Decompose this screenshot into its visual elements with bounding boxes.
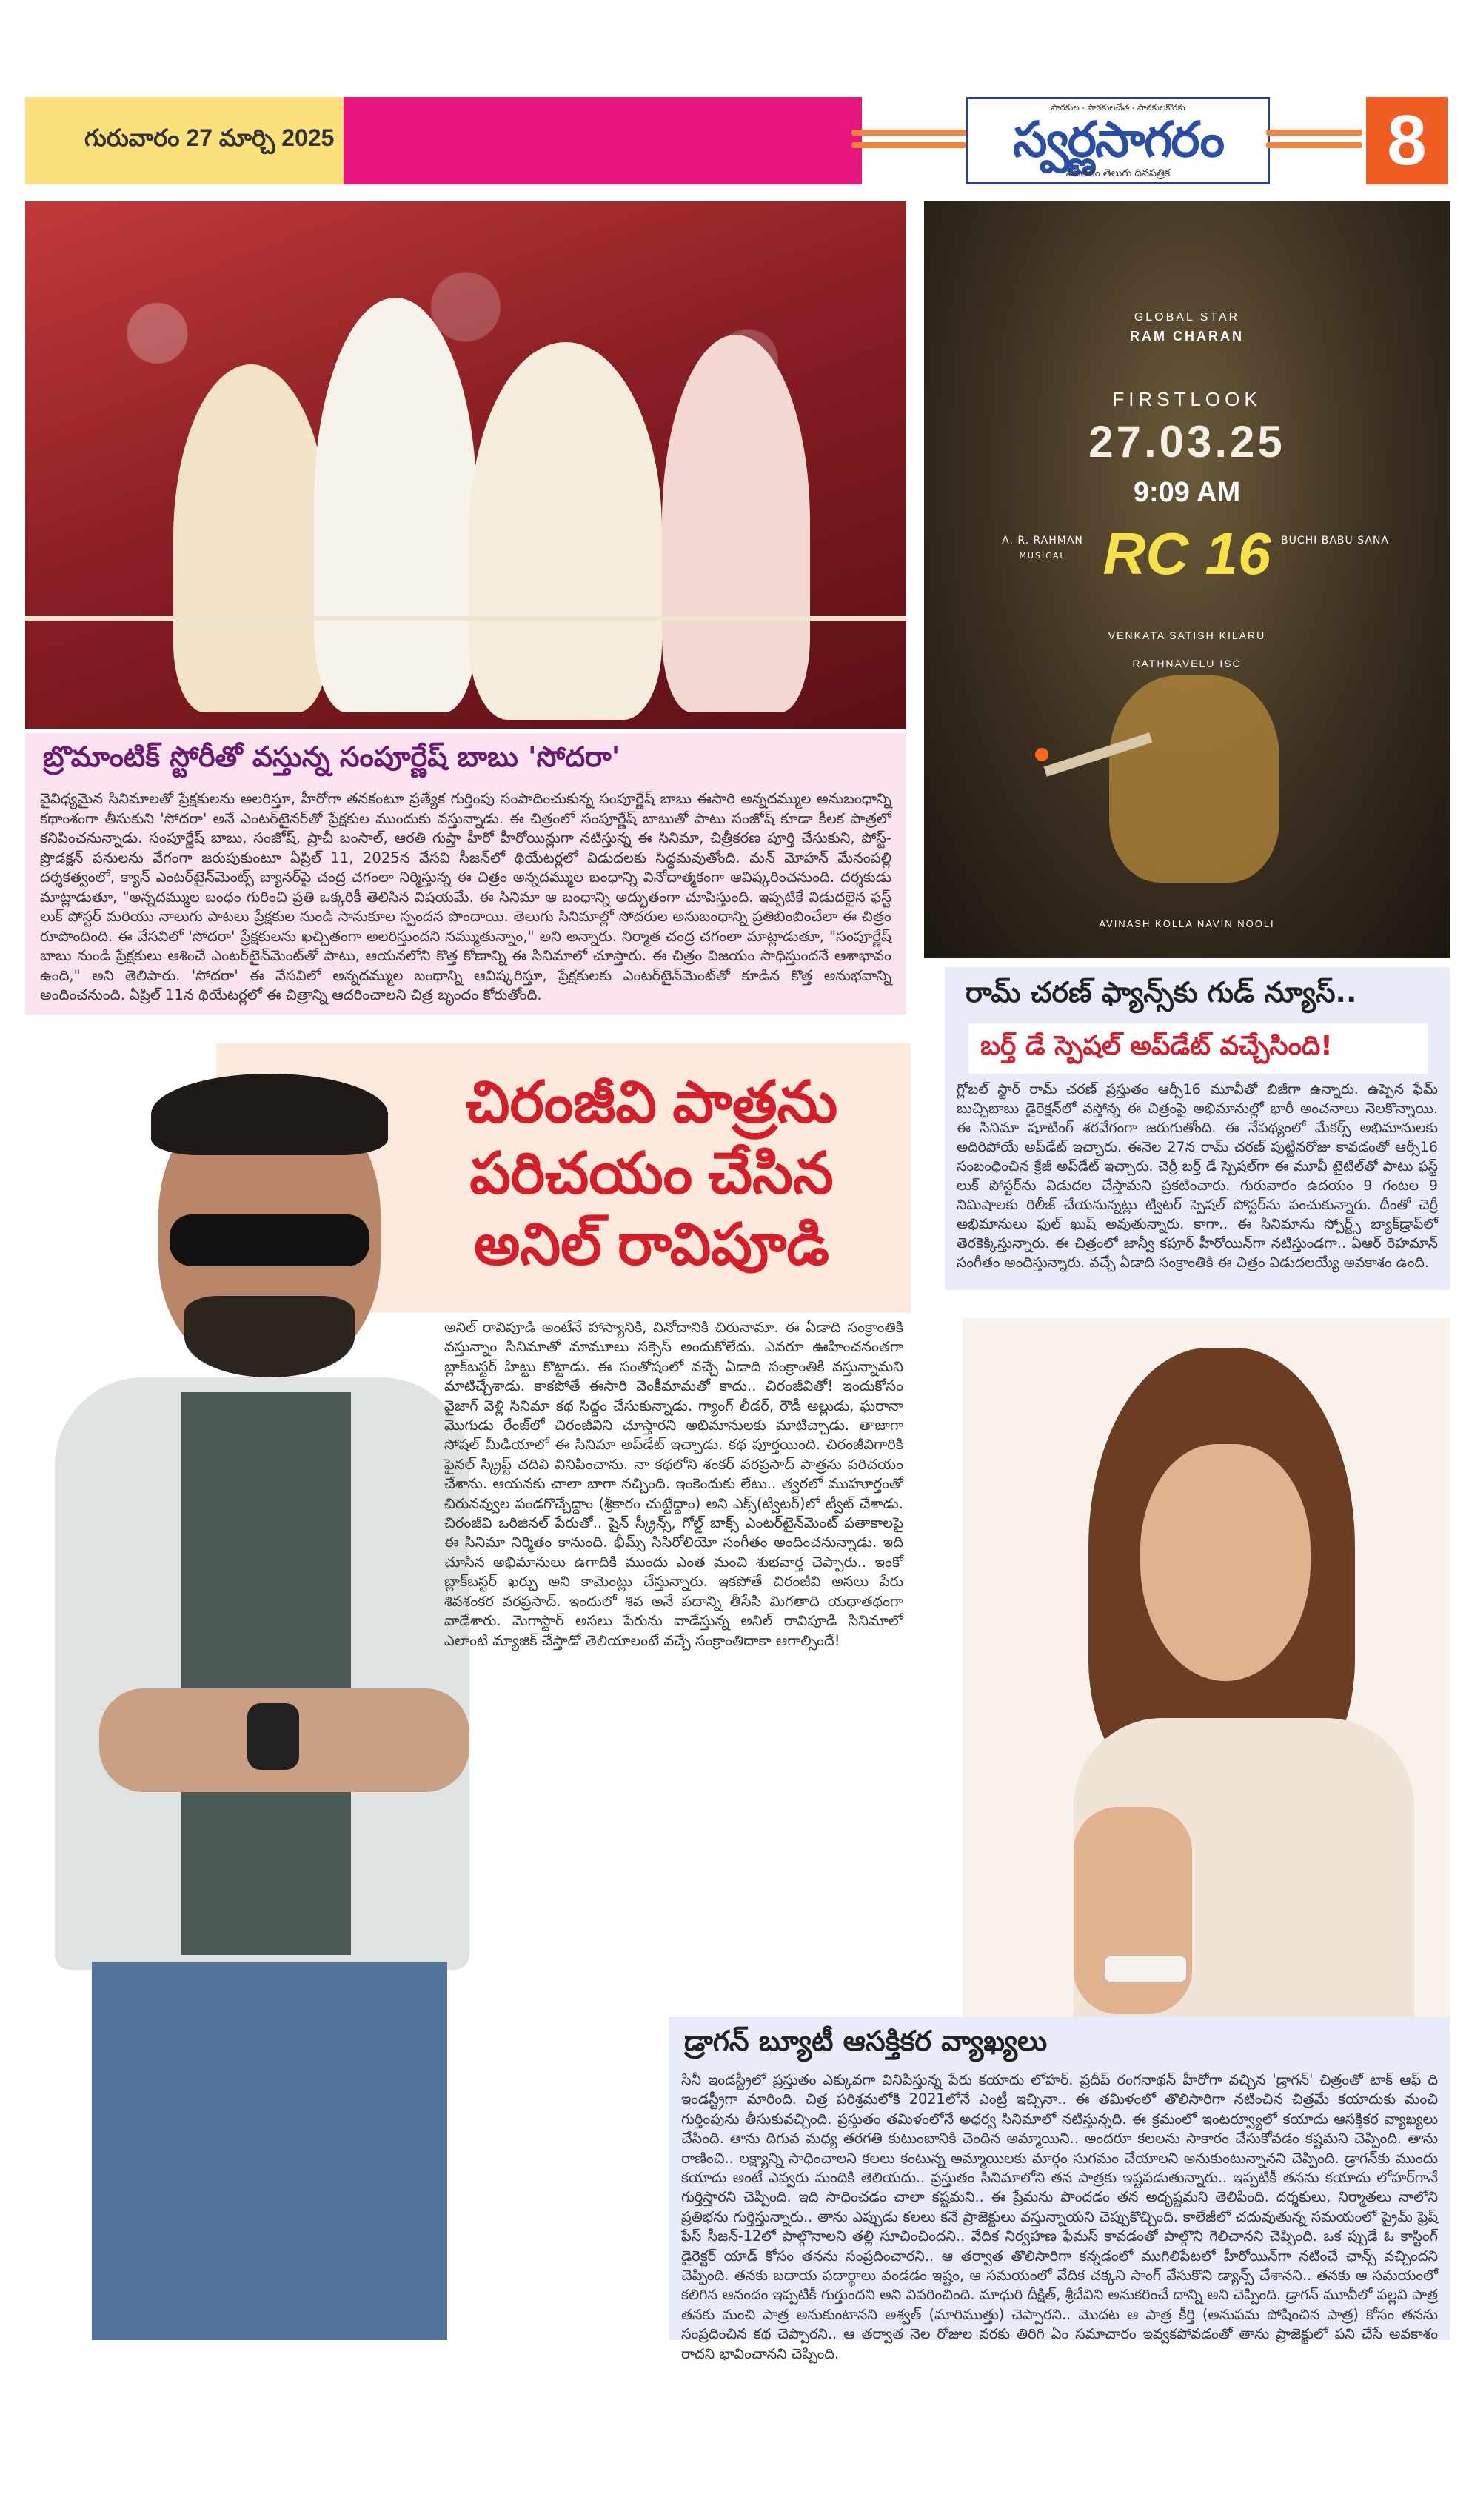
dragon-headline: డ్రాగన్ బ్యూటీ ఆసక్తికర వ్యాఖ్యలు <box>669 2017 1450 2066</box>
sodara-body: వైవిధ్యమైన సినిమాలతో ప్రేక్షకులను అలరిస్తూ, హీరోగా తనకంటూ ప్రత్యేక గుర్తింపు సంపాదించుకున్న సంపూర్ణేష్ బాబు ఈసారి అన్నదమ్ముల అనుబంధాన్ని కథాంశంగా తీసుకుని 'సోదరా' అనే ఎంటర్‌టైనర్‌తో ప్రేక్షకుల ముందుకు వస్తున్నాడు. ఈ చిత్రంలో సంపూర్ణేష్ బాబుతో పాటు సంజోష్ కూడా కీలక పాత్రలో కనిపించనున్నాడు. సంపూర్ణేష్ బాబు, సంజోష్, ప్రాచీ బంసాల్, ఆరతి గుప్తా హీరో హీరోయిన్లుగా నటిస్తున్న ఈ సినిమా, చిత్రీకరణ పూర్తి చేసుకుని, పోస్ట్-ప్రొడక్షన్ పనులను వేగంగా జరుపుకుంటూ ఏప్రిల్ 11, 2025న వేసవి సీజన్‌లో థియేటర్లలో విడుదలకు సిద్ధమవుతోంది. మన్ మోహన్ మేనంపల్లి దర్శకత్వంలో, క్యాన్ ఎంటర్‌టైన్‌మెంట్స్ బ్యానర్‌పై చంద్ర చగంలా నిర్మిస్తున్న ఈ చిత్రం అన్నదమ్ముల బంధాన్ని వినోదాత్మకంగా ఆవిష్కరించనుంది. దర్శకుడు మాట్లాడుతూ, "అన్నదమ్ముల బంధం గురించి ప్రతి ఒక్కరికీ తెలిసిన విషయమే. ఈ సినిమా ఆ బంధాన్ని అద్భుతంగా చూపిస్తుంది. ఇప్పటికే విడుదలైన ఫస్ట్ లుక్ పోస్టర్ మరియు నాలుగు పాటలు ప్రేక్షకుల నుండి సానుకూల స్పందన పొందాయి. తెలుగు సినిమాల్లో సోదరుల అనుబంధాన్ని ప్రతిబింబించేలా ఈ చిత్రం రూపొందింది. ఈ వేసవిలో 'సోదరా' ప్రేక్షకులను ఖచ్చితంగా అలరిస్తుందని నమ్ముతున్నాం," అని అన్నారు. నిర్మాత చంద్ర చగంలా మాట్లాడుతూ, "సంపూర్ణేష్ బాబు నుండి ప్రేక్షకులు ఆశించే ఎంటర్‌టైన్‌మెంట్‌తో పాటు, ఆయనలోని కొత్త కోణాన్ని ఈ సినిమాలో చూస్తారు. ఈ చిత్రం విజయం సాధిస్తుందనే ఆశాభావం ఉంది," అని తెలిపారు. 'సోదరా' ఈ వేసవిలో అన్నదమ్ముల బంధాన్ని ఆవిష్కరిస్తూ, ప్రేక్షకులకు ఎంటర్‌టైన్‌మెంట్‌తో కూడిన కొత్త అనుభవాన్ని అందించనుంది. ఏప్రిల్ 11న థియేటర్లలో ఈ చిత్రాన్ని ఆదరించాలని చిత్ర బృందం కోరుతోంది. <box>25 783 906 1015</box>
chiranjeevi-body: అనిల్ రావిపూడి అంటేనే హాస్యానికి, వినోదానికి చిరునామా. ఈ ఏడాది సంక్రాంతికి వస్తున్నాం సినిమాతో మామూలు సక్సెస్ అందుకోలేదు. ఎవరూ ఊహించనంతగా బ్లాక్‌బస్టర్ హిట్టు కొట్టాడు. ఈ సంతోషంలో వచ్చే ఏడాది సంక్రాంతికి వస్తున్నామని మాటిచ్చేశాడు. కాకపోతే ఈసారి వెంకీమామతో కాదు.. చిరంజీవితో! ఇందుకోసం వైజాగ్ వెళ్లి సినిమా కథ సిద్ధం చేసుకున్నాడు. గ్యాంగ్ లీడర్, రౌడీ అల్లుడు, ఘరానా మొగుడు రేంజ్‌లో చిరంజీవిని చూస్తారని అభిమానులకు మాటిచ్చాడు. తాజాగా సోషల్ మీడియాలో ఈ సినిమా అప్‌డేట్ ఇచ్చాడు. కథ పూర్తయింది. చిరంజీవిగారికి ఫైనల్ స్క్రిప్ట్ చదివి వినిపించాను. నా కథలోని శంకర్ వరప్రసాద్ పాత్రను పరిచయం చేశాను. ఆయనకు చాలా బాగా నచ్చింది. ఇంకెందుకు లేటు.. త్వరలో ముహూర్తంతో చిరునవ్వుల పండగొచ్చేద్దాం (శ్రీకారం చుట్టేద్దాం) అని ఎక్స్(ట్విటర్)లో ట్వీట్ చేశాడు. చిరంజీవి ఒరిజినల్ పేరుతో.. షైన్ స్క్రీన్స్, గోల్డ్ బాక్స్ ఎంటర్‌టైన్‌మెంట్ పతాకాలపై ఈ సినిమా నిర్మితం కానుంది. భీమ్స్ సిసిరోలియో సంగీతం అందించనున్నాడు. ఇది చూసిన అభిమానులు ఉగాదికి ముందు ఎంత మంచి శుభవార్త చెప్పారు.. ఇంకో బ్లాక్‌బస్టర్ ఖర్చు అని కామెంట్లు చేస్తున్నారు. ఇకపోతే చిరంజీవి అసలు పేరు శివశంకర వరప్రసాద్. ఇందులో శివ అనే పదాన్ని తీసేసి మిగతాది యథాతథంగా వాడేశారు. మెగాస్టార్ అసలు పేరును వాడేస్తున్న అనిల్ రావిపూడి సినిమాలో ఎలాంటి మ్యాజిక్ చేస్తాడో తెలియాలంటే వచ్చే సంక్రాంతిదాకా ఆగాల్సిందే! <box>444 1319 903 1649</box>
poster-producer-credit: VENKATA SATISH KILARU <box>1108 629 1266 641</box>
masthead-divider-right <box>1266 130 1362 149</box>
kayadu-lohar-photo <box>963 1318 1450 2022</box>
dragon-body: సినీ ఇండస్ట్రీలో ప్రస్తుతం ఎక్కువగా వినిపిస్తున్న పేరు కయాదు లోహర్. ప్రదీప్ రంగనాథన్ హీరోగా వచ్చిన 'డ్రాగన్' చిత్రంతో టాక్ ఆఫ్ ది ఇండస్ట్రీగా మారింది. చిత్ర పరిశ్రమలోకి 2021లోనే ఎంట్రీ ఇచ్చినా.. ఈ తమిళంలో తొలిసారిగా నటించిన చిత్రమే కయాదుకు మంచి గుర్తింపును తీసుకువచ్చింది. ప్రస్తుతం తమిళంలోనే అధర్వ సినిమాలో నటిస్తున్నది. ఈ క్రమంలో ఇంటర్వ్యూలో కయాదు ఆసక్తికర వ్యాఖ్యలు చేసింది. తాను దిగువ మధ్య తరగతి కుటుంబానికి చెందిన అమ్మాయిని.. అందరూ కలలను సాకారం చేసుకోవడం కష్టమని చెప్పింది. తాను రాణించి.. లక్ష్యాన్ని సాధించాలని కలలు కంటున్న అమ్మాయిలకు మార్గం సుగమం చేయాలని అనుకుంటున్నానని చెప్పింది. డ్రాగన్‌కు ముందు కయాదు అంటే ఎవ్వరు మందికి తెలియదు.. ప్రస్తుతం సినిమాలోని తన పాత్రకు ఇష్టపడుతున్నారు.. ఇప్పటికీ తనను కయాదు లోహర్‌గానే గుర్తిస్తారని చెప్పింది. ఇది సాధించడం చాలా కష్టమని.. ఈ ప్రేమను పొందడం తన అదృష్టమని తెలిపింది. దర్శకులు, నిర్మాతలు నాలోని ప్రతిభను గుర్తిస్తున్నారు.. తాను ఎప్పుడు కలలు కనే ప్రాజెక్టులు వస్తున్నాయని చెప్పుకొచ్చింది. కాలేజీలో చదువుతున్న సమయంలో ప్రైమ్ ఫ్రెష్ ఫేస్ సీజన్-12లో పాల్గొనాలని తల్లి సూచించిందని.. వేదిక నిర్వహణ ఫేమస్ కావడంతో పాల్గొని గెలిచానని చెప్పింది. ఒక ప్పుడే ఓ కాస్టింగ్ డైరెక్టర్ యాడ్ కోసం తనను సంప్రదించారని.. ఆ తర్వాత తొలిసారిగా కన్నడంలో ముగిలిపేటలో హీరోయిన్‌గా నటించే ఛాన్స్ వచ్చిందని చెప్పింది. తనకు బదాయ పదార్థాలు వండడం ఇష్టం, ఆ సమయంలో వేదిక చక్కని సాంగ్ వేసుకొని డ్యాన్స్ చేశానని.. తనకు ఆ సమయంలో కలిగిన ఆనందం ఇప్పటికీ గుర్తుందని అని వివరించింది. మాధురి దీక్షిత్, శ్రీదేవిని అనుకరించే దాన్ని అని చెప్పింది. డ్రాగన్ మూవీలో పల్లవి పాత్ర తనకు మంచి పాత్ర అనుకుంటానని అశ్వత్ (మారిముత్తు) చెప్పారని.. మొదట ఆ పాత్ర కీర్తి (అనుపమ పోషించిన పాత్ర) కోసం తనను సంప్రదించిన కథ చెప్పారని.. ఆ తర్వాత నెల రోజుల వరకు తిరిగి ఏం సమాచారం ఇవ్వకపోవడంతో తాను ప్రాజెక్టులో పని చేసే అవకాశం రాదని భావించానని చెప్పింది. <box>669 2066 1450 2340</box>
poster-film-code: RC 16 <box>1102 521 1271 586</box>
poster-dop-credit: RATHNAVELU ISC <box>1132 658 1242 669</box>
poster-music-credit: A. R. RAHMAN <box>1002 535 1083 547</box>
poster-global-star: GLOBAL STAR <box>1134 311 1240 324</box>
newspaper-logo <box>966 97 1270 184</box>
poster-music-role: MUSICAL <box>1019 551 1066 561</box>
issue-date: గురువారం 27 మార్చి 2025 <box>25 97 344 184</box>
rc16-headline: రామ్ చరణ్ ఫ్యాన్స్‌కు గుడ్ న్యూస్.. <box>966 976 1357 1009</box>
page-number: 8 <box>1366 97 1448 184</box>
poster-first-look: FIRSTLOOK <box>1112 388 1262 410</box>
poster-time: 9:09 AM <box>1133 477 1241 508</box>
rc16-subheadline: బర్త్ డే స్పెషల్ అప్‌డేట్ వచ్చేసింది! <box>968 1023 1428 1074</box>
rc16-body: గ్లోబల్ స్టార్ రామ్ చరణ్ ప్రస్తుతం ఆర్సీ16 మూవీతో బిజీగా ఉన్నారు. ఉప్పెన ఫేమ్ బుచ్చిబాబు డైరెక్షన్‌లో వస్తోన్న ఈ చిత్రంపై అభిమానుల్లో భారీ అంచనాలు నెలకొన్నాయి. ఈ సినిమా షూటింగ్ శరవేగంగా జరుగుతోంది. ఈ నేపథ్యంలో మేకర్స్ అభిమానులకు అదిరిపోయే అప్‌డేట్ ఇచ్చారు. ఈనెల 27న రామ్ చరణ్ పుట్టినరోజు కావడంతో ఆర్సీ16 సంబంధించిన క్రేజీ అప్‌డేట్ ఇచ్చారు. చెర్రీ బర్త్ డే స్పెషల్‌గా ఈ మూవీ టైటిల్‌తో పాటు ఫస్ట్ లుక్ పోస్టర్‌ను విడుదల చేస్తామని ప్రకటించారు. గురువారం ఉదయం 9 గంటల 9 నిమిషాలకు రిలీజ్ చేయనున్నట్లు ట్విటర్ స్పెషల్ పోస్టర్‌ను పంచుకున్నారు. దీంతో చెర్రీ అభిమానులు ఫుల్ ఖుష్ అవుతున్నారు. కాగా.. ఈ సినిమాను స్పోర్ట్స్ బ్యాక్‌డ్రాప్‌లో తెరకెక్కిస్తున్నారు. ఈ చిత్రంలో జాన్వీ కపూర్ హీరోయిన్‌గా నటిస్తుండగా.. ఏఆర్ రెహమాన్ సంగీతం అందిస్తున్నారు. వచ్చే ఏడాది సంక్రాంతికి ఈ చిత్రం విడుదలయ్యే అవకాశం ఉంది. <box>957 1081 1438 1271</box>
poster-director-credit: BUCHI BABU SANA <box>1281 535 1389 547</box>
sodara-headline: బ్రొమాంటిక్ స్టోరీతో వస్తున్న సంపూర్ణేష్ బాబు 'సోదరా' <box>25 733 906 783</box>
rc16-article <box>945 967 1450 1290</box>
poster-star-name: RAM CHARAN <box>1130 329 1244 344</box>
logo-subtitle: నవతరం తెలుగు దినపత్రిక <box>1065 167 1171 178</box>
chiranjeevi-headline: చిరంజీవి పాత్రను పరిచయం చేసిన అనిల్ రావిపూడి <box>465 1069 838 1277</box>
masthead-divider-left <box>851 130 966 149</box>
logo-title: స్వర్ణసాగరం <box>1012 113 1224 167</box>
poster-date: 27.03.25 <box>1088 417 1285 467</box>
poster-bottom-credits: AVINASH KOLLA NAVIN NOOLI <box>1099 918 1275 929</box>
sodara-movie-photo <box>25 201 906 729</box>
rc16-poster <box>924 201 1450 958</box>
logo-tagline: పాఠకుల - పాఠకులచేత - పాఠకులకొరకు <box>1051 102 1185 113</box>
